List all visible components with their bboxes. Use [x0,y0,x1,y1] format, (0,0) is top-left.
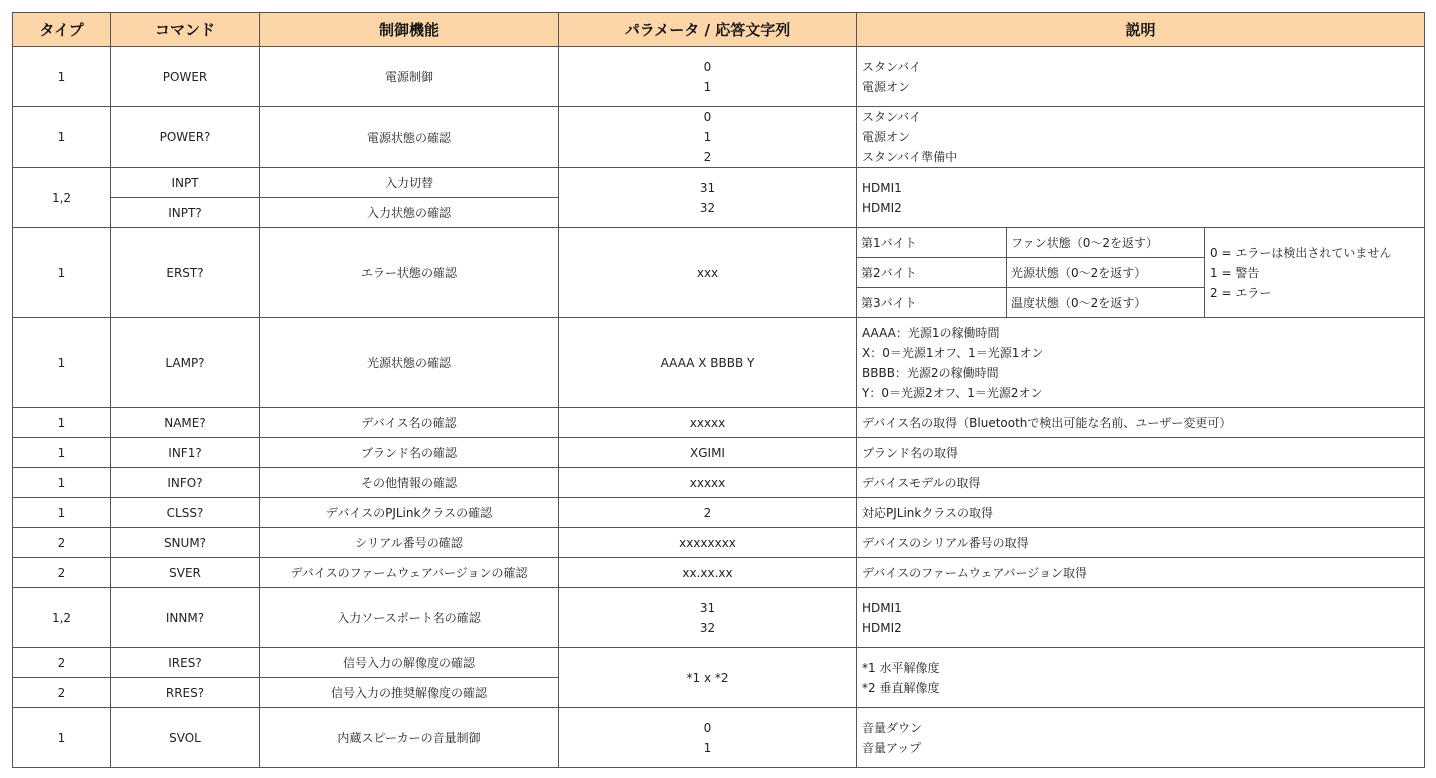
table-row [13,47,1425,107]
desc-cell [857,107,1425,168]
table-row [13,107,1425,168]
desc-cell [857,708,1425,768]
desc-cell: デバイスモデルの取得 [857,468,1425,498]
param-line: 1 [703,740,712,755]
table-row [13,498,1425,528]
byte-status: 光源状態（0～2を返す） [1007,258,1205,288]
type-cell: 1 [13,498,111,528]
desc-line: スタンバイ準備中 [862,150,958,164]
function-cell: 電源状態の確認 [260,107,559,168]
desc-cell [857,588,1425,648]
type-cell: 1,2 [13,168,111,228]
param-cell: xx.xx.xx [559,558,857,588]
code-line: 0 = エラーは検出されていません [1210,245,1392,260]
param-cell [559,47,857,107]
type-cell: 1 [13,708,111,768]
desc-cell: ブランド名の取得 [857,438,1425,468]
command-cell: SNUM? [111,528,260,558]
desc-line: HDMI1 [862,600,902,615]
table-row [13,438,1425,468]
command-cell: RRES? [111,678,260,708]
desc-line: スタンバイ [862,59,922,74]
desc-line: *2 垂直解像度 [862,680,940,695]
param-cell: xxx [559,228,857,318]
command-cell: INFO? [111,468,260,498]
type-cell: 2 [13,528,111,558]
command-table [12,12,1425,768]
param-line: 31 [699,600,716,615]
type-cell: 1 [13,228,111,318]
desc-line: 電源オン [862,130,911,144]
function-cell: 電源制御 [260,47,559,107]
header-desc: 説明 [857,13,1425,47]
param-line: 32 [699,620,716,635]
desc-cell [857,47,1425,107]
table-row [13,408,1425,438]
code-line: 2 = エラー [1210,285,1272,300]
type-cell: 1,2 [13,588,111,648]
command-cell: SVER [111,558,260,588]
desc-cell: デバイスのファームウェアバージョン取得 [857,558,1425,588]
desc-line: 音量ダウン [862,720,923,735]
type-cell: 2 [13,648,111,678]
desc-line: スタンバイ [862,110,922,124]
desc-cell [857,648,1425,708]
desc-line: HDMI2 [862,620,902,635]
byte-label: 第2バイト [857,258,1007,288]
desc-line: AAAA：光源1の稼働時間 [862,325,1000,340]
command-cell: INF1? [111,438,260,468]
table-row [13,318,1425,408]
param-cell: xxxxx [559,408,857,438]
function-cell: その他情報の確認 [260,468,559,498]
type-cell: 2 [13,558,111,588]
desc-line: HDMI2 [862,200,902,215]
param-cell [559,708,857,768]
param-line: 0 [703,110,712,124]
byte-status: ファン状態（0～2を返す） [1007,228,1205,258]
param-line: 0 [703,720,712,735]
type-cell: 1 [13,468,111,498]
command-cell: LAMP? [111,318,260,408]
byte-label: 第1バイト [857,228,1007,258]
type-cell: 1 [13,107,111,168]
type-cell: 1 [13,47,111,107]
desc-cell: デバイス名の取得（Bluetoothで検出可能な名前、ユーザー変更可） [857,408,1425,438]
command-cell: INNM? [111,588,260,648]
command-cell: NAME? [111,408,260,438]
function-cell: 光源状態の確認 [260,318,559,408]
byte-status: 温度状態（0～2を返す） [1007,288,1205,318]
type-cell: 1 [13,438,111,468]
desc-line: 音量アップ [862,740,922,755]
type-cell: 1 [13,318,111,408]
header-row [13,13,1425,47]
desc-line: HDMI1 [862,180,902,195]
function-cell: 入力状態の確認 [260,198,559,228]
function-cell: 信号入力の解像度の確認 [260,648,559,678]
function-cell: デバイスのファームウェアバージョンの確認 [260,558,559,588]
table-row [13,168,1425,198]
param-line: 2 [703,150,712,164]
type-cell: 2 [13,678,111,708]
param-line: 1 [703,130,712,144]
desc-line: X：0＝光源1オフ、1＝光源1オン [862,345,1044,360]
code-line: 1 = 警告 [1210,265,1260,280]
header-param: パラメータ / 応答文字列 [559,13,857,47]
param-cell: xxxxx [559,468,857,498]
param-line: 1 [703,79,712,94]
param-cell [559,107,857,168]
desc-line: 電源オン [862,79,911,94]
command-cell: INPT? [111,198,260,228]
command-cell: CLSS? [111,498,260,528]
param-line: 32 [699,200,716,215]
function-cell: 入力切替 [260,168,559,198]
param-cell: xxxxxxxx [559,528,857,558]
function-cell: デバイスのPJLinkクラスの確認 [260,498,559,528]
desc-cell [857,318,1425,408]
desc-cell: 対応PJLinkクラスの取得 [857,498,1425,528]
param-cell: XGIMI [559,438,857,468]
param-cell: *1 x *2 [559,648,857,708]
header-type: タイプ [13,13,111,47]
table-row [13,588,1425,648]
param-line: 31 [699,180,716,195]
command-cell: POWER? [111,107,260,168]
table-row [13,648,1425,678]
desc-cell [857,168,1425,228]
param-line: 0 [703,59,712,74]
command-cell: POWER [111,47,260,107]
function-cell: 入力ソースポート名の確認 [260,588,559,648]
byte-label: 第3バイト [857,288,1007,318]
table-row [13,468,1425,498]
param-cell [559,588,857,648]
table-row [13,528,1425,558]
desc-line: Y：0＝光源2オフ、1＝光源2オン [862,385,1043,400]
param-cell [559,168,857,228]
function-cell: シリアル番号の確認 [260,528,559,558]
type-cell: 1 [13,408,111,438]
table-row [13,558,1425,588]
command-cell: ERST? [111,228,260,318]
desc-line: *1 水平解像度 [862,660,940,675]
desc-line: BBBB：光源2の稼働時間 [862,365,999,380]
table-row [13,708,1425,768]
command-cell: INPT [111,168,260,198]
desc-cell: デバイスのシリアル番号の取得 [857,528,1425,558]
table-row [13,228,1425,258]
command-cell: SVOL [111,708,260,768]
function-cell: 信号入力の推奨解像度の確認 [260,678,559,708]
command-cell: IRES? [111,648,260,678]
function-cell: デバイス名の確認 [260,408,559,438]
error-codes [1205,228,1425,318]
function-cell: ブランド名の確認 [260,438,559,468]
header-function: 制御機能 [260,13,559,47]
function-cell: エラー状態の確認 [260,228,559,318]
header-command: コマンド [111,13,260,47]
function-cell: 内蔵スピーカーの音量制御 [260,708,559,768]
param-cell: AAAA X BBBB Y [559,318,857,408]
param-cell: 2 [559,498,857,528]
